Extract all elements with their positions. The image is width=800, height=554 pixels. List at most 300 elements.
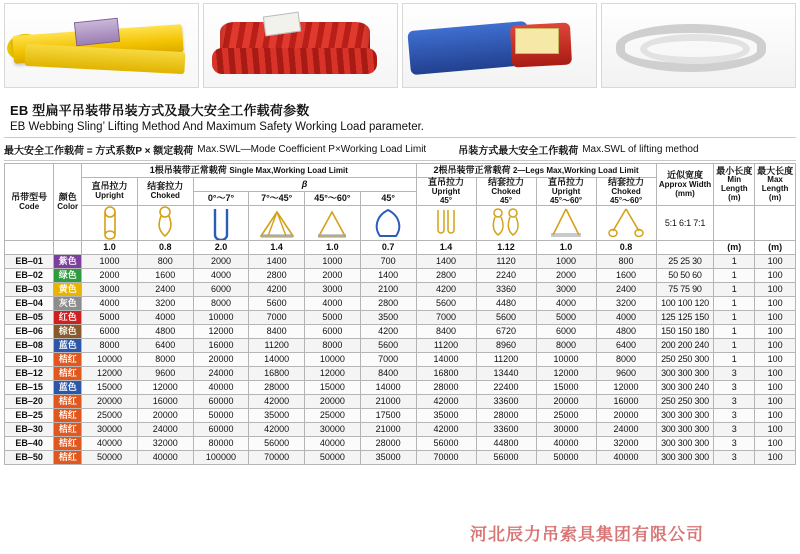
row-single-0: 20000 (82, 395, 138, 409)
row-approx-width: 200 200 240 (656, 339, 714, 353)
table-row (5, 395, 796, 409)
row-double-3: 2400 (596, 283, 656, 297)
col-header-double-choked-45-60: 结套拉力 Choked 45°～60° (596, 178, 656, 206)
row-approx-width: 300 300 300 (656, 437, 714, 451)
row-single-3: 70000 (249, 451, 305, 465)
row-single-5: 17500 (360, 409, 416, 423)
coef-double-choked-45: 1.12 (476, 241, 536, 255)
table-row (5, 325, 796, 339)
row-single-1: 16000 (137, 395, 193, 409)
row-single-1: 24000 (137, 423, 193, 437)
row-double-2: 12000 (536, 367, 596, 381)
row-code: EB–40 (5, 437, 54, 451)
table-row (5, 381, 796, 395)
col-header-approx-width: 近似宽度 Approx Width (mm) (656, 164, 714, 206)
row-approx-width: 150 150 180 (656, 325, 714, 339)
row-double-0: 1400 (416, 255, 476, 269)
row-color: 棕色 (54, 325, 82, 339)
row-double-0: 28000 (416, 381, 476, 395)
row-min-length: 1 (714, 353, 755, 367)
row-double-0: 14000 (416, 353, 476, 367)
table-row (5, 437, 796, 451)
table-row (5, 353, 796, 367)
row-max-length: 100 (755, 297, 796, 311)
row-double-1: 56000 (476, 451, 536, 465)
row-max-length: 100 (755, 437, 796, 451)
coef-single-choked: 0.8 (137, 241, 193, 255)
formula-bar (4, 142, 796, 161)
coef-double-upright-45-60: 1.0 (536, 241, 596, 255)
product-photo-strip (0, 0, 800, 90)
row-max-length: 100 (755, 381, 796, 395)
row-color: 红色 (54, 311, 82, 325)
row-single-3: 42000 (249, 395, 305, 409)
formula-right-en: Max.SWL of lifting method (582, 144, 699, 155)
row-min-length: 1 (714, 255, 755, 269)
row-color: 蓝色 (54, 381, 82, 395)
row-min-length: 3 (714, 409, 755, 423)
row-single-1: 800 (137, 255, 193, 269)
row-double-2: 1000 (536, 255, 596, 269)
row-code: EB–04 (5, 297, 54, 311)
row-double-1: 28000 (476, 409, 536, 423)
col-header-angle-7-45: 7°～45° (249, 192, 305, 206)
row-double-1: 44800 (476, 437, 536, 451)
row-double-2: 5000 (536, 311, 596, 325)
row-color: 黄色 (54, 283, 82, 297)
row-max-length: 100 (755, 423, 796, 437)
row-single-5: 5600 (360, 339, 416, 353)
row-single-1: 2400 (137, 283, 193, 297)
icon-angle-0-7 (193, 206, 249, 241)
col-header-angle-45-60: 45°～60° (305, 192, 361, 206)
row-single-2: 60000 (193, 423, 249, 437)
row-min-length: 3 (714, 451, 755, 465)
row-color: 桔红 (54, 451, 82, 465)
coef-angle-0-7: 2.0 (193, 241, 249, 255)
row-single-0: 4000 (82, 297, 138, 311)
row-double-0: 7000 (416, 311, 476, 325)
approx-width-subheader: 5:1 6:1 7:1 (656, 206, 714, 241)
row-single-5: 8400 (360, 367, 416, 381)
row-double-1: 22400 (476, 381, 536, 395)
table-row (5, 283, 796, 297)
row-double-2: 10000 (536, 353, 596, 367)
row-double-3: 8000 (596, 353, 656, 367)
row-double-1: 2240 (476, 269, 536, 283)
row-code: EB–06 (5, 325, 54, 339)
row-single-2: 50000 (193, 409, 249, 423)
row-single-0: 40000 (82, 437, 138, 451)
row-double-2: 3000 (536, 283, 596, 297)
sling-loop-shape-2 (640, 34, 750, 64)
row-single-3: 35000 (249, 409, 305, 423)
row-single-3: 42000 (249, 423, 305, 437)
row-single-4: 40000 (305, 437, 361, 451)
row-single-4: 10000 (305, 353, 361, 367)
row-single-3: 1400 (249, 255, 305, 269)
row-code: EB–10 (5, 353, 54, 367)
row-single-2: 60000 (193, 395, 249, 409)
row-single-0: 15000 (82, 381, 138, 395)
row-double-0: 4200 (416, 283, 476, 297)
row-double-1: 6720 (476, 325, 536, 339)
row-code: EB–02 (5, 269, 54, 283)
row-single-4: 6000 (305, 325, 361, 339)
icon-choked-single (137, 206, 193, 241)
row-min-length: 1 (714, 339, 755, 353)
row-single-4: 5000 (305, 311, 361, 325)
icon-double-upright-45-60 (536, 206, 596, 241)
row-single-3: 56000 (249, 437, 305, 451)
spec-table-body (5, 255, 796, 465)
table-row (5, 311, 796, 325)
row-double-3: 1600 (596, 269, 656, 283)
row-double-1: 3360 (476, 283, 536, 297)
row-single-1: 40000 (137, 451, 193, 465)
row-code: EB–05 (5, 311, 54, 325)
row-double-0: 8400 (416, 325, 476, 339)
row-approx-width: 250 250 300 (656, 353, 714, 367)
icon-angle-45-60 (305, 206, 361, 241)
col-header-single-upright: 直吊拉力 Upright (82, 178, 138, 206)
row-single-1: 3200 (137, 297, 193, 311)
row-single-0: 12000 (82, 367, 138, 381)
row-color: 桔红 (54, 437, 82, 451)
row-color: 桔红 (54, 395, 82, 409)
row-single-2: 20000 (193, 353, 249, 367)
row-max-length: 100 (755, 367, 796, 381)
row-double-3: 4800 (596, 325, 656, 339)
row-double-3: 20000 (596, 409, 656, 423)
table-row (5, 269, 796, 283)
row-single-0: 8000 (82, 339, 138, 353)
row-max-length: 100 (755, 339, 796, 353)
row-single-5: 21000 (360, 395, 416, 409)
row-single-3: 28000 (249, 381, 305, 395)
col-header-double-upright-45: 直吊拉力 Upright 45° (416, 178, 476, 206)
icon-double-choked-45-60 (596, 206, 656, 241)
row-color: 蓝色 (54, 339, 82, 353)
row-single-5: 700 (360, 255, 416, 269)
row-single-3: 5600 (249, 297, 305, 311)
row-max-length: 100 (755, 395, 796, 409)
row-single-5: 35000 (360, 451, 416, 465)
row-double-3: 6400 (596, 339, 656, 353)
row-code: EB–25 (5, 409, 54, 423)
row-min-length: 3 (714, 395, 755, 409)
row-single-2: 10000 (193, 311, 249, 325)
row-double-3: 9600 (596, 367, 656, 381)
row-single-0: 30000 (82, 423, 138, 437)
row-double-0: 11200 (416, 339, 476, 353)
table-icon-row (5, 206, 796, 241)
row-color: 桔红 (54, 409, 82, 423)
row-min-length: 3 (714, 423, 755, 437)
row-single-4: 4000 (305, 297, 361, 311)
row-code: EB–15 (5, 381, 54, 395)
row-single-4: 20000 (305, 395, 361, 409)
row-single-2: 16000 (193, 339, 249, 353)
row-single-0: 5000 (82, 311, 138, 325)
row-single-1: 8000 (137, 353, 193, 367)
row-single-0: 2000 (82, 269, 138, 283)
row-single-4: 3000 (305, 283, 361, 297)
row-double-2: 40000 (536, 437, 596, 451)
row-approx-width: 75 75 90 (656, 283, 714, 297)
grey-round-sling-photo (601, 3, 796, 88)
row-double-2: 2000 (536, 269, 596, 283)
coef-angle-7-45: 1.4 (249, 241, 305, 255)
row-double-1: 5600 (476, 311, 536, 325)
row-double-0: 2800 (416, 269, 476, 283)
min-length-unit-cell (714, 206, 755, 241)
row-min-length: 3 (714, 381, 755, 395)
row-double-3: 40000 (596, 451, 656, 465)
coef-angle-45-60: 1.0 (305, 241, 361, 255)
sling-label-tag (515, 28, 559, 54)
row-single-3: 16800 (249, 367, 305, 381)
table-group-header-row (5, 164, 796, 178)
row-double-0: 42000 (416, 423, 476, 437)
max-length-unit-cell (755, 206, 796, 241)
col-header-angle-45: 45° (360, 192, 416, 206)
row-single-5: 4200 (360, 325, 416, 339)
row-code: EB–30 (5, 423, 54, 437)
row-approx-width: 50 50 60 (656, 269, 714, 283)
coef-double-upright-45: 1.4 (416, 241, 476, 255)
row-min-length: 1 (714, 311, 755, 325)
icon-angle-45 (360, 206, 416, 241)
row-single-1: 6400 (137, 339, 193, 353)
row-double-1: 4480 (476, 297, 536, 311)
row-color: 绿色 (54, 269, 82, 283)
row-double-1: 33600 (476, 395, 536, 409)
coef-min-length-cell: (m) (714, 241, 755, 255)
row-single-5: 1400 (360, 269, 416, 283)
row-single-4: 25000 (305, 409, 361, 423)
row-double-2: 20000 (536, 395, 596, 409)
row-approx-width: 300 300 300 (656, 409, 714, 423)
table-row (5, 451, 796, 465)
row-single-4: 2000 (305, 269, 361, 283)
col-header-code: 吊带型号 Code (5, 164, 54, 241)
row-approx-width: 100 100 120 (656, 297, 714, 311)
row-double-3: 12000 (596, 381, 656, 395)
row-min-length: 3 (714, 367, 755, 381)
row-color: 桔红 (54, 423, 82, 437)
col-header-beta: β (193, 178, 416, 192)
group-header-double: 2根吊装带正常载荷 2—Legs Max,Working Load Limit (416, 164, 656, 178)
row-single-2: 2000 (193, 255, 249, 269)
row-single-2: 80000 (193, 437, 249, 451)
title-block (4, 94, 796, 138)
col-header-double-upright-45-60: 直吊拉力 Upright 45°～60° (536, 178, 596, 206)
row-max-length: 100 (755, 409, 796, 423)
row-single-3: 8400 (249, 325, 305, 339)
coef-width-cell (656, 241, 714, 255)
row-min-length: 1 (714, 297, 755, 311)
row-max-length: 100 (755, 311, 796, 325)
sling-coil-shape-2 (212, 48, 377, 74)
row-double-3: 3200 (596, 297, 656, 311)
row-single-1: 1600 (137, 269, 193, 283)
coef-code-cell (5, 241, 54, 255)
row-double-1: 33600 (476, 423, 536, 437)
sling-label-tag (74, 18, 120, 46)
row-max-length: 100 (755, 325, 796, 339)
row-single-5: 7000 (360, 353, 416, 367)
col-header-angle-0-7: 0°～7° (193, 192, 249, 206)
row-color: 紫色 (54, 255, 82, 269)
row-double-1: 11200 (476, 353, 536, 367)
row-single-0: 50000 (82, 451, 138, 465)
row-code: EB–08 (5, 339, 54, 353)
row-max-length: 100 (755, 269, 796, 283)
blue-red-flat-sling-photo (402, 3, 597, 88)
row-double-0: 70000 (416, 451, 476, 465)
row-double-2: 8000 (536, 339, 596, 353)
group-header-single: 1根吊装带正常载荷 Single Max,Working Load Limit (82, 164, 416, 178)
table-row (5, 255, 796, 269)
row-single-0: 10000 (82, 353, 138, 367)
row-double-3: 32000 (596, 437, 656, 451)
row-single-1: 20000 (137, 409, 193, 423)
row-double-1: 13440 (476, 367, 536, 381)
row-single-5: 21000 (360, 423, 416, 437)
row-single-4: 1000 (305, 255, 361, 269)
row-min-length: 1 (714, 269, 755, 283)
row-approx-width: 300 300 240 (656, 381, 714, 395)
col-header-color: 颜色 Color (54, 164, 82, 241)
row-double-2: 30000 (536, 423, 596, 437)
row-max-length: 100 (755, 451, 796, 465)
table-row (5, 423, 796, 437)
row-single-0: 1000 (82, 255, 138, 269)
row-single-1: 32000 (137, 437, 193, 451)
row-single-2: 12000 (193, 325, 249, 339)
row-single-2: 100000 (193, 451, 249, 465)
row-min-length: 1 (714, 325, 755, 339)
table-coefficient-row (5, 241, 796, 255)
row-single-1: 4800 (137, 325, 193, 339)
row-single-4: 50000 (305, 451, 361, 465)
row-approx-width: 300 300 300 (656, 423, 714, 437)
row-max-length: 100 (755, 353, 796, 367)
coef-double-choked-45-60: 0.8 (596, 241, 656, 255)
row-approx-width: 300 300 300 (656, 367, 714, 381)
table-row (5, 409, 796, 423)
row-single-0: 6000 (82, 325, 138, 339)
row-single-2: 4000 (193, 269, 249, 283)
row-single-2: 40000 (193, 381, 249, 395)
col-header-single-choked: 结套拉力 Choked (137, 178, 193, 206)
row-single-5: 3500 (360, 311, 416, 325)
row-code: EB–03 (5, 283, 54, 297)
row-single-4: 8000 (305, 339, 361, 353)
page-title-en: EB Webbing Sling’ Lifting Method And Maximum Safety Working Load parameter. (10, 121, 425, 133)
row-single-1: 4000 (137, 311, 193, 325)
row-double-3: 24000 (596, 423, 656, 437)
row-color: 桔红 (54, 367, 82, 381)
row-double-2: 15000 (536, 381, 596, 395)
row-single-2: 8000 (193, 297, 249, 311)
company-watermark: 河北辰力吊索具集团有限公司 (470, 525, 704, 544)
row-single-5: 14000 (360, 381, 416, 395)
row-double-2: 50000 (536, 451, 596, 465)
row-single-5: 2100 (360, 283, 416, 297)
coef-max-length-cell: (m) (755, 241, 796, 255)
row-single-4: 12000 (305, 367, 361, 381)
row-double-1: 8960 (476, 339, 536, 353)
row-double-0: 35000 (416, 409, 476, 423)
row-single-3: 11200 (249, 339, 305, 353)
row-single-0: 25000 (82, 409, 138, 423)
row-min-length: 3 (714, 437, 755, 451)
row-approx-width: 25 25 30 (656, 255, 714, 269)
row-single-4: 30000 (305, 423, 361, 437)
row-code: EB–20 (5, 395, 54, 409)
row-code: EB–50 (5, 451, 54, 465)
row-double-3: 16000 (596, 395, 656, 409)
row-single-1: 9600 (137, 367, 193, 381)
formula-right-cn: 吊装方式最大安全工作载荷 (458, 146, 579, 157)
row-max-length: 100 (755, 255, 796, 269)
row-approx-width: 300 300 300 (656, 451, 714, 465)
row-approx-width: 250 250 300 (656, 395, 714, 409)
row-double-3: 800 (596, 255, 656, 269)
row-double-2: 25000 (536, 409, 596, 423)
col-header-min-length: 最小长度 Min Length (m) (714, 164, 755, 206)
row-color: 桔红 (54, 353, 82, 367)
coef-single-upright: 1.0 (82, 241, 138, 255)
row-single-3: 7000 (249, 311, 305, 325)
row-max-length: 100 (755, 283, 796, 297)
row-single-5: 2800 (360, 297, 416, 311)
table-row (5, 339, 796, 353)
row-approx-width: 125 125 150 (656, 311, 714, 325)
red-flat-sling-photo (203, 3, 398, 88)
row-color: 灰色 (54, 297, 82, 311)
row-single-0: 3000 (82, 283, 138, 297)
icon-double-upright-45 (416, 206, 476, 241)
table-row (5, 367, 796, 381)
icon-upright-single (82, 206, 138, 241)
coef-color-cell (54, 241, 82, 255)
row-double-0: 56000 (416, 437, 476, 451)
row-single-3: 2800 (249, 269, 305, 283)
formula-cn: 最大安全工作载荷 = 方式系数P × 额定载荷 (4, 146, 194, 157)
row-double-2: 4000 (536, 297, 596, 311)
col-header-max-length: 最大长度 Max Length (m) (755, 164, 796, 206)
row-double-0: 5600 (416, 297, 476, 311)
row-single-3: 4200 (249, 283, 305, 297)
formula-en: Max.SWL—Mode Coefficient P×Working Load Limit (197, 144, 427, 155)
row-single-4: 15000 (305, 381, 361, 395)
row-double-3: 4000 (596, 311, 656, 325)
row-code: EB–01 (5, 255, 54, 269)
page-title-cn: EB 型扁平吊装带吊装方式及最大安全工作载荷参数 (10, 103, 310, 118)
row-code: EB–12 (5, 367, 54, 381)
row-single-1: 12000 (137, 381, 193, 395)
icon-double-choked-45 (476, 206, 536, 241)
row-single-2: 6000 (193, 283, 249, 297)
icon-angle-7-45 (249, 206, 305, 241)
row-double-0: 16800 (416, 367, 476, 381)
coef-angle-45: 0.7 (360, 241, 416, 255)
col-header-double-choked-45: 结套拉力 Choked 45° (476, 178, 536, 206)
row-min-length: 1 (714, 283, 755, 297)
